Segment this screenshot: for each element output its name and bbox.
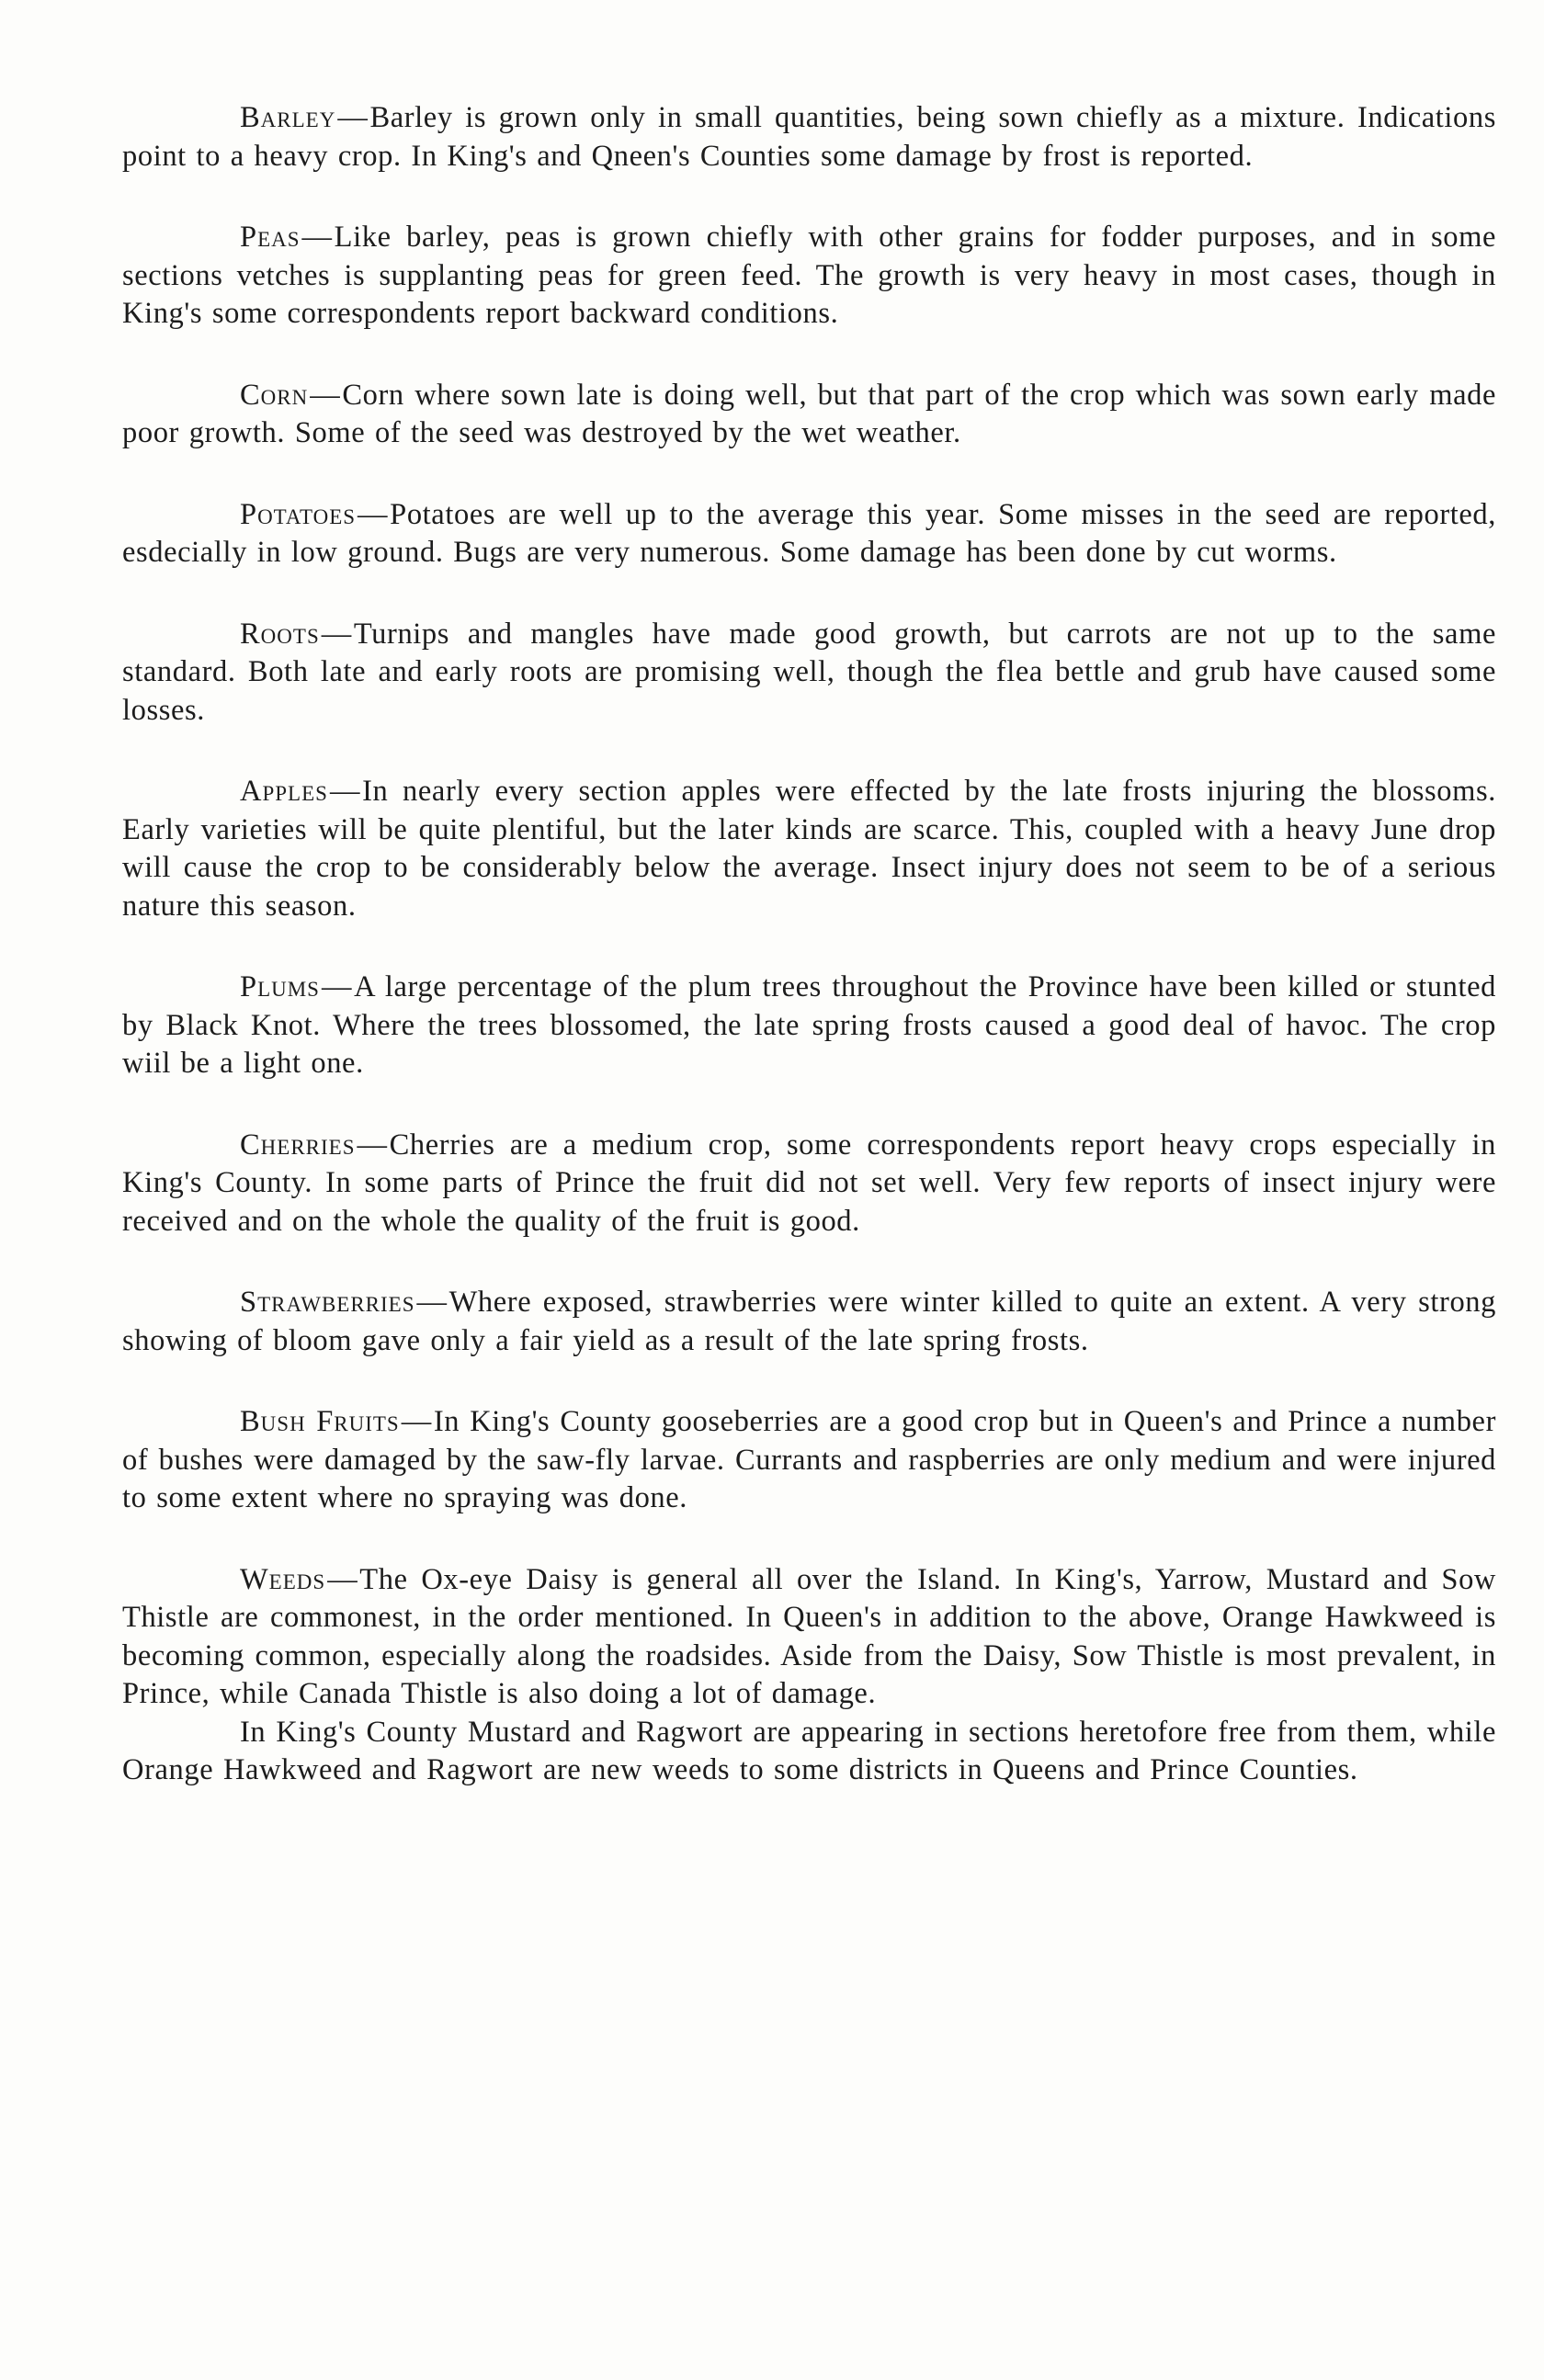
em-dash: — (416, 1286, 448, 1319)
paragraph-text: Where exposed, strawberries were winter killed to quite an extent. A very strong showing of bloom gave only a fair yield as a result of the late spring frosts. (122, 1286, 1496, 1357)
em-dash: — (301, 221, 333, 254)
paragraph-text: Turnips and mangles have made good growth, but carrots are not up to the same standard. Both late and early roots are promising well, though the flea bettle and grub have caused some losses. (122, 617, 1496, 727)
paragraph-text: Barley is grown only in small quantities, being sown chiefly as a mixture. Indications point to a heavy crop. In King's and Qneen's Counties some damage by frost is reported. (122, 101, 1496, 173)
heading-cherries: Cherries (240, 1128, 356, 1162)
paragraph-roots (122, 616, 1496, 731)
paragraph-apples (122, 773, 1496, 925)
em-dash: — (401, 1405, 432, 1438)
heading-corn: Corn (240, 378, 309, 412)
heading-roots: Roots (240, 617, 320, 651)
em-dash: — (358, 497, 389, 531)
heading-weeds: Weeds (240, 1562, 326, 1596)
paragraph-peas (122, 219, 1496, 334)
em-dash: — (321, 617, 352, 651)
paragraph-potatoes (122, 496, 1496, 572)
paragraph-text: Potatoes are well up to the average this year. Some misses in the seed are reported, esdecially in low ground. Bugs are very numerous. Some damage has been done by cut worms. (122, 497, 1496, 569)
paragraph-text: In King's County gooseberries are a good crop but in Queen's and Prince a number of bushes were damaged by the saw-fly larvae. Currants and raspberries are only medium and were injured to some extent where no spraying was done. (122, 1405, 1496, 1514)
paragraph-cherries (122, 1127, 1496, 1241)
em-dash: — (310, 378, 341, 412)
heading-strawberries: Strawberries (240, 1286, 415, 1319)
paragraph-weeds-continuation: In King's County Mustard and Ragwort are appearing in sections heretofore free from them, while Orange Hawkweed and Ragwort are new weeds to some districts in Queens and Prince Counties. (122, 1715, 1496, 1786)
paragraph-weeds (122, 1561, 1496, 1714)
paragraph-corn (122, 377, 1496, 453)
paragraph-text: In nearly every section apples were effected by the late frosts injuring the blossoms. Early varieties will be quite plentiful, but the later kinds are scarce. This, coupled with a heavy June drop will cause the crop to be considerably below the average. Insect injury does not seem to be of a serious nature this season. (122, 775, 1496, 923)
heading-barley: Barley (240, 101, 336, 134)
paragraph-barley (122, 99, 1496, 176)
em-dash: — (321, 970, 353, 1003)
paragraph-text: Corn where sown late is doing well, but that part of the crop which was sown early made poor growth. Some of the seed was destroyed by the wet weather. (122, 378, 1496, 449)
heading-plums: Plums (240, 970, 320, 1003)
paragraph-text: The Ox-eye Daisy is general all over the Island. In King's, Yarrow, Mustard and Sow Thistle are commonest, in the order mentioned. In Queen's in addition to the above, Orange Hawkweed is becoming common, especially along the roadsides. Aside from the Daisy, Sow Thistle is most prevalent, in Prince, while Canada Thistle is also doing a lot of damage. (122, 1562, 1496, 1710)
paragraph-text: Cherries are a medium crop, some correspondents report heavy crops especially in King's County. In some parts of Prince the fruit did not set well. Very few reports of insect injury were received and on the whole the quality of the fruit is good. (122, 1128, 1496, 1238)
paragraph-strawberries (122, 1284, 1496, 1360)
heading-apples: Apples (240, 775, 328, 808)
em-dash: — (327, 1562, 358, 1596)
paragraph-text: A large percentage of the plum trees throughout the Province have been killed or stunted by Black Knot. Where the trees blossomed, the late spring frosts caused a good deal of havoc. The crop wiil be a light one. (122, 970, 1496, 1080)
heading-bush-fruits: Bush Fruits (240, 1405, 400, 1438)
paragraph-bush-fruits (122, 1403, 1496, 1518)
heading-peas: Peas (240, 221, 301, 254)
heading-potatoes: Potatoes (240, 497, 357, 531)
em-dash: — (357, 1128, 388, 1162)
em-dash: — (337, 101, 369, 134)
em-dash: — (329, 775, 361, 808)
paragraph-text: Like barley, peas is grown chiefly with other grains for fodder purposes, and in some sections vetches is supplanting peas for green feed. The growth is very heavy in most cases, though in King's some correspondents report backward conditions. (122, 221, 1496, 330)
paragraph-plums (122, 969, 1496, 1083)
